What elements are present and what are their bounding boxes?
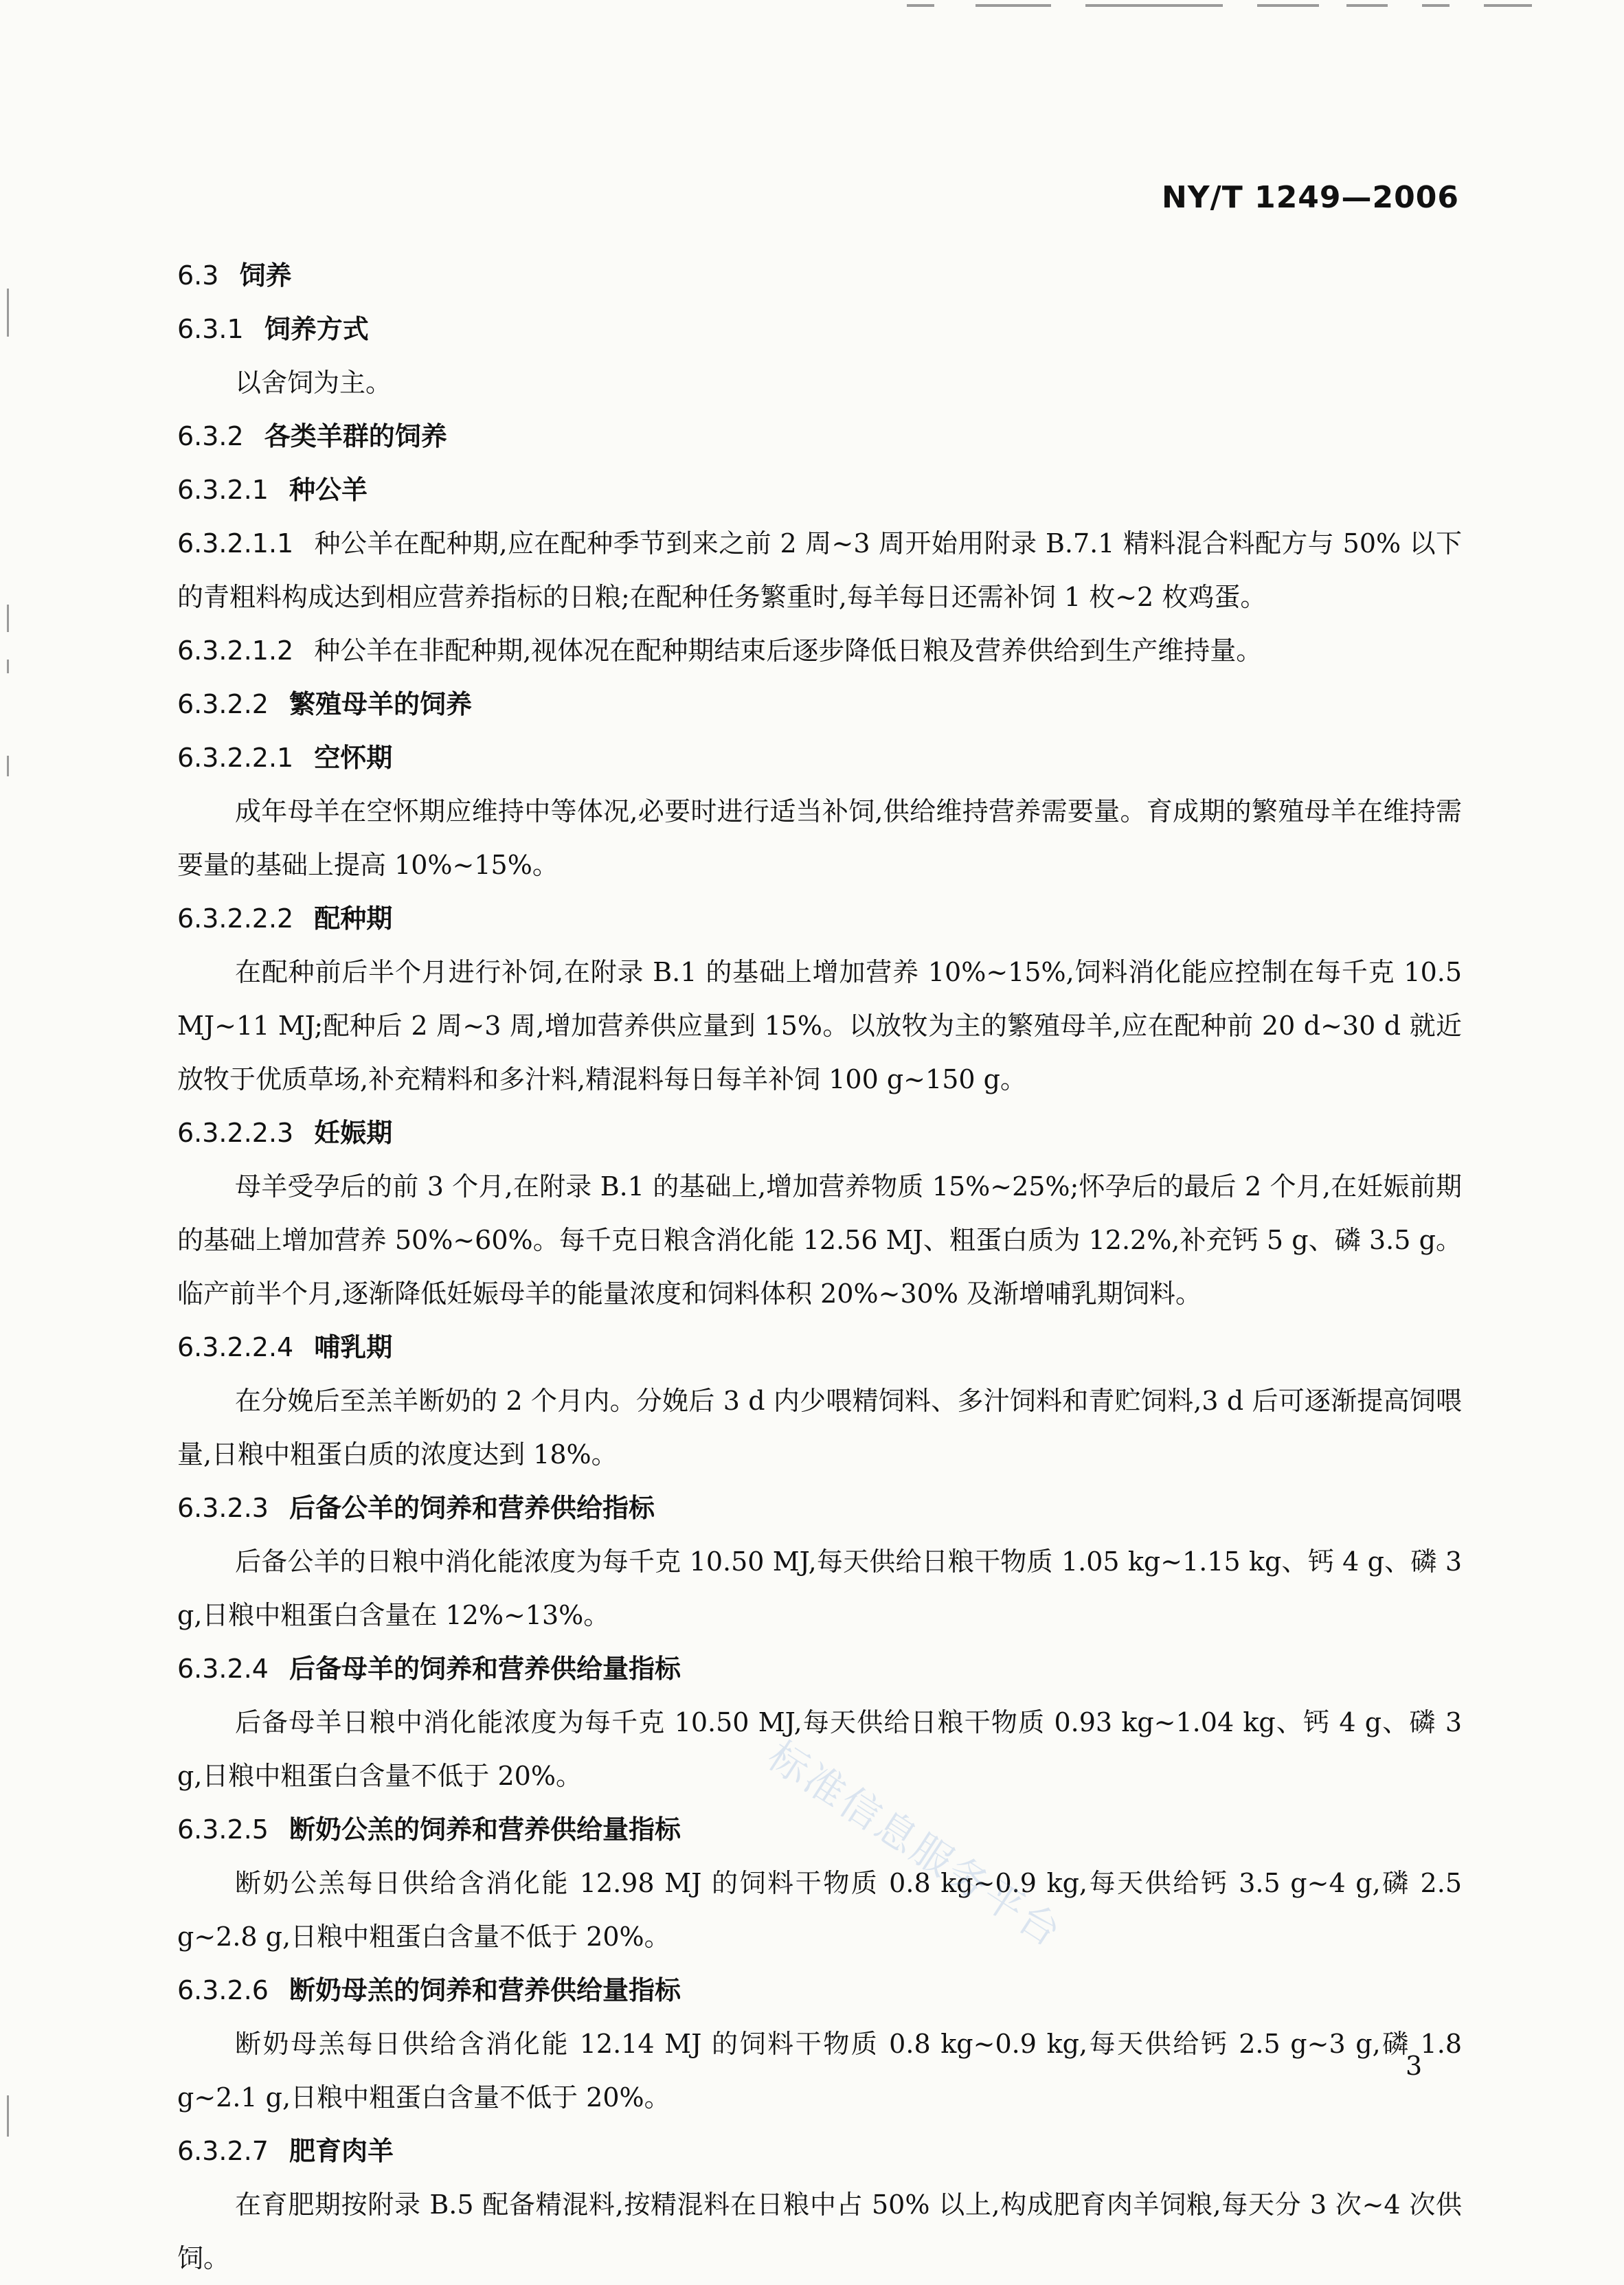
body-paragraph: 在分娩后至羔羊断奶的 2 个月内。分娩后 3 d 内少喂精饲料、多汁饲料和青贮饲料,3 d 后可逐渐提高饲喂量,日粮中粗蛋白质的浓度达到 18%。	[177, 1386, 1462, 1470]
section-title: 空怀期	[314, 743, 393, 773]
body-paragraph: 后备母羊日粮中消化能浓度为每千克 10.50 MJ,每天供给日粮干物质 0.93 kg~1.04 kg、钙 4 g、磷 3 g,日粮中粗蛋白含量不低于 20%。	[177, 1707, 1462, 1791]
section-number: 6.3.2.2.3	[177, 1118, 294, 1148]
scan-artifact-top	[1422, 4, 1450, 7]
clause-number: 6.3.2.1.2	[177, 635, 294, 666]
body-paragraph: 断奶公羔每日供给含消化能 12.98 MJ 的饲料干物质 0.8 kg~0.9 kg,每天供给钙 3.5 g~4 g,磷 2.5 g~2.8 g,日粮中粗蛋白含量不低于 20%。	[177, 1868, 1462, 1952]
scan-artifact-left	[7, 605, 9, 632]
scan-artifact-top	[907, 4, 934, 7]
scan-artifact-left	[7, 660, 9, 673]
section-title: 后备母羊的饲养和营养供给量指标	[289, 1654, 681, 1684]
section-title: 配种期	[314, 903, 393, 934]
clause-paragraph	[177, 624, 1462, 677]
body-paragraph: 断奶母羔每日供给含消化能 12.14 MJ 的饲料干物质 0.8 kg~0.9 kg,每天供给钙 2.5 g~3 g,磷 1.8 g~2.1 g,日粮中粗蛋白含量不低于 20%。	[177, 2029, 1462, 2113]
clause-text: 种公羊在配种期,应在配种季节到来之前 2 周~3 周开始用附录 B.7.1 精料混合料配方与 50% 以下的青粗料构成达到相应营养指标的日粮;在配种任务繁重时,每羊每日还需补饲 1 枚~2 枚鸡蛋。	[177, 528, 1462, 612]
section-title: 哺乳期	[314, 1332, 393, 1362]
section-number: 6.3.1	[177, 314, 244, 344]
section-number: 6.3.2.6	[177, 1975, 269, 2005]
section-heading	[177, 1481, 1462, 1535]
section-number: 6.3.2.2.1	[177, 743, 294, 773]
body-paragraph: 在育肥期按附录 B.5 配备精混料,按精混料在日粮中占 50% 以上,构成肥育肉羊饲粮,每天分 3 次~4 次供饲。	[177, 2190, 1462, 2273]
scan-artifact-top	[1085, 4, 1223, 7]
section-number: 6.3.2.7	[177, 2136, 269, 2166]
page-number: 3	[1406, 2051, 1423, 2081]
section-heading	[177, 249, 1462, 302]
section-heading	[177, 1106, 1462, 1160]
scan-artifact-left	[7, 2095, 9, 2137]
section-number: 6.3.2.3	[177, 1493, 269, 1523]
section-title: 饲养	[239, 260, 292, 291]
body-paragraph: 在配种前后半个月进行补饲,在附录 B.1 的基础上增加营养 10%~15%,饲料消化能应控制在每千克 10.5 MJ~11 MJ;配种后 2 周~3 周,增加营养供应量到 15%。以放牧为主的繁殖母羊,应在配种前 20 d~30 d 就近放牧于优质草场,补充精料和多汁料,精混料每日每羊补饲 100 g~150 g。	[177, 957, 1462, 1094]
section-number: 6.3.2.2.2	[177, 903, 294, 934]
section-title: 断奶母羔的饲养和营养供给量指标	[289, 1975, 681, 2005]
section-heading	[177, 677, 1462, 731]
body-paragraph: 以舍饲为主。	[235, 368, 392, 398]
section-title: 断奶公羔的饲养和营养供给量指标	[289, 1814, 681, 1845]
clause-number: 6.3.2.1.1	[177, 528, 294, 559]
section-number: 6.3.2.2.4	[177, 1332, 294, 1362]
section-number: 6.3.2	[177, 421, 244, 451]
section-heading	[177, 463, 1462, 517]
section-heading	[177, 409, 1462, 463]
section-heading	[177, 302, 1462, 356]
section-number: 6.3.2.5	[177, 1814, 269, 1845]
clause-text: 种公羊在非配种期,视体况在配种期结束后逐步降低日粮及营养供给到生产维持量。	[314, 635, 1263, 666]
section-title: 后备公羊的饲养和营养供给指标	[289, 1493, 655, 1523]
clause-paragraph	[177, 517, 1462, 624]
section-title: 妊娠期	[314, 1118, 393, 1148]
section-heading	[177, 2124, 1462, 2178]
watermark-text: 标准信息服务平台	[759, 1731, 1071, 1957]
section-title: 肥育肉羊	[289, 2136, 394, 2166]
scan-artifact-left	[7, 289, 9, 337]
section-heading	[177, 731, 1462, 785]
section-number: 6.3.2.4	[177, 1654, 269, 1684]
section-title: 各类羊群的饲养	[264, 421, 447, 451]
section-number: 6.3.2.2	[177, 689, 269, 719]
body-paragraph: 后备公羊的日粮中消化能浓度为每千克 10.50 MJ,每天供给日粮干物质 1.05 kg~1.15 kg、钙 4 g、磷 3 g,日粮中粗蛋白含量在 12%~13%。	[177, 1546, 1462, 1630]
section-number: 6.3	[177, 260, 219, 291]
section-heading	[177, 1963, 1462, 2017]
body-paragraph: 成年母羊在空怀期应维持中等体况,必要时进行适当补饲,供给维持营养需要量。育成期的繁殖母羊在维持需要量的基础上提高 10%~15%。	[177, 796, 1462, 880]
scan-artifact-top	[1257, 4, 1319, 7]
body-paragraph: 母羊受孕后的前 3 个月,在附录 B.1 的基础上,增加营养物质 15%~25%;怀孕后的最后 2 个月,在妊娠前期的基础上增加营养 50%~60%。每千克日粮含消化能 12.56 MJ、粗蛋白质为 12.2%,补充钙 5 g、磷 3.5 g。临产前半个月,逐渐降低妊娠母羊的能量浓度和饲料体积 20%~30% 及渐增哺乳期饲料。	[177, 1171, 1462, 1309]
section-heading	[177, 1642, 1462, 1696]
scan-artifact-top	[1484, 4, 1532, 7]
scan-artifact-left	[7, 756, 9, 776]
section-title: 种公羊	[289, 475, 368, 505]
standard-code: NY/T 1249—2006	[1161, 180, 1459, 215]
section-heading	[177, 892, 1462, 945]
section-title: 饲养方式	[264, 314, 369, 344]
document-body	[177, 249, 1462, 2285]
section-title: 繁殖母羊的饲养	[289, 689, 472, 719]
section-number: 6.3.2.1	[177, 475, 269, 505]
scan-artifact-top	[1346, 4, 1388, 7]
scan-artifact-top	[975, 4, 1051, 7]
section-heading	[177, 1320, 1462, 1374]
